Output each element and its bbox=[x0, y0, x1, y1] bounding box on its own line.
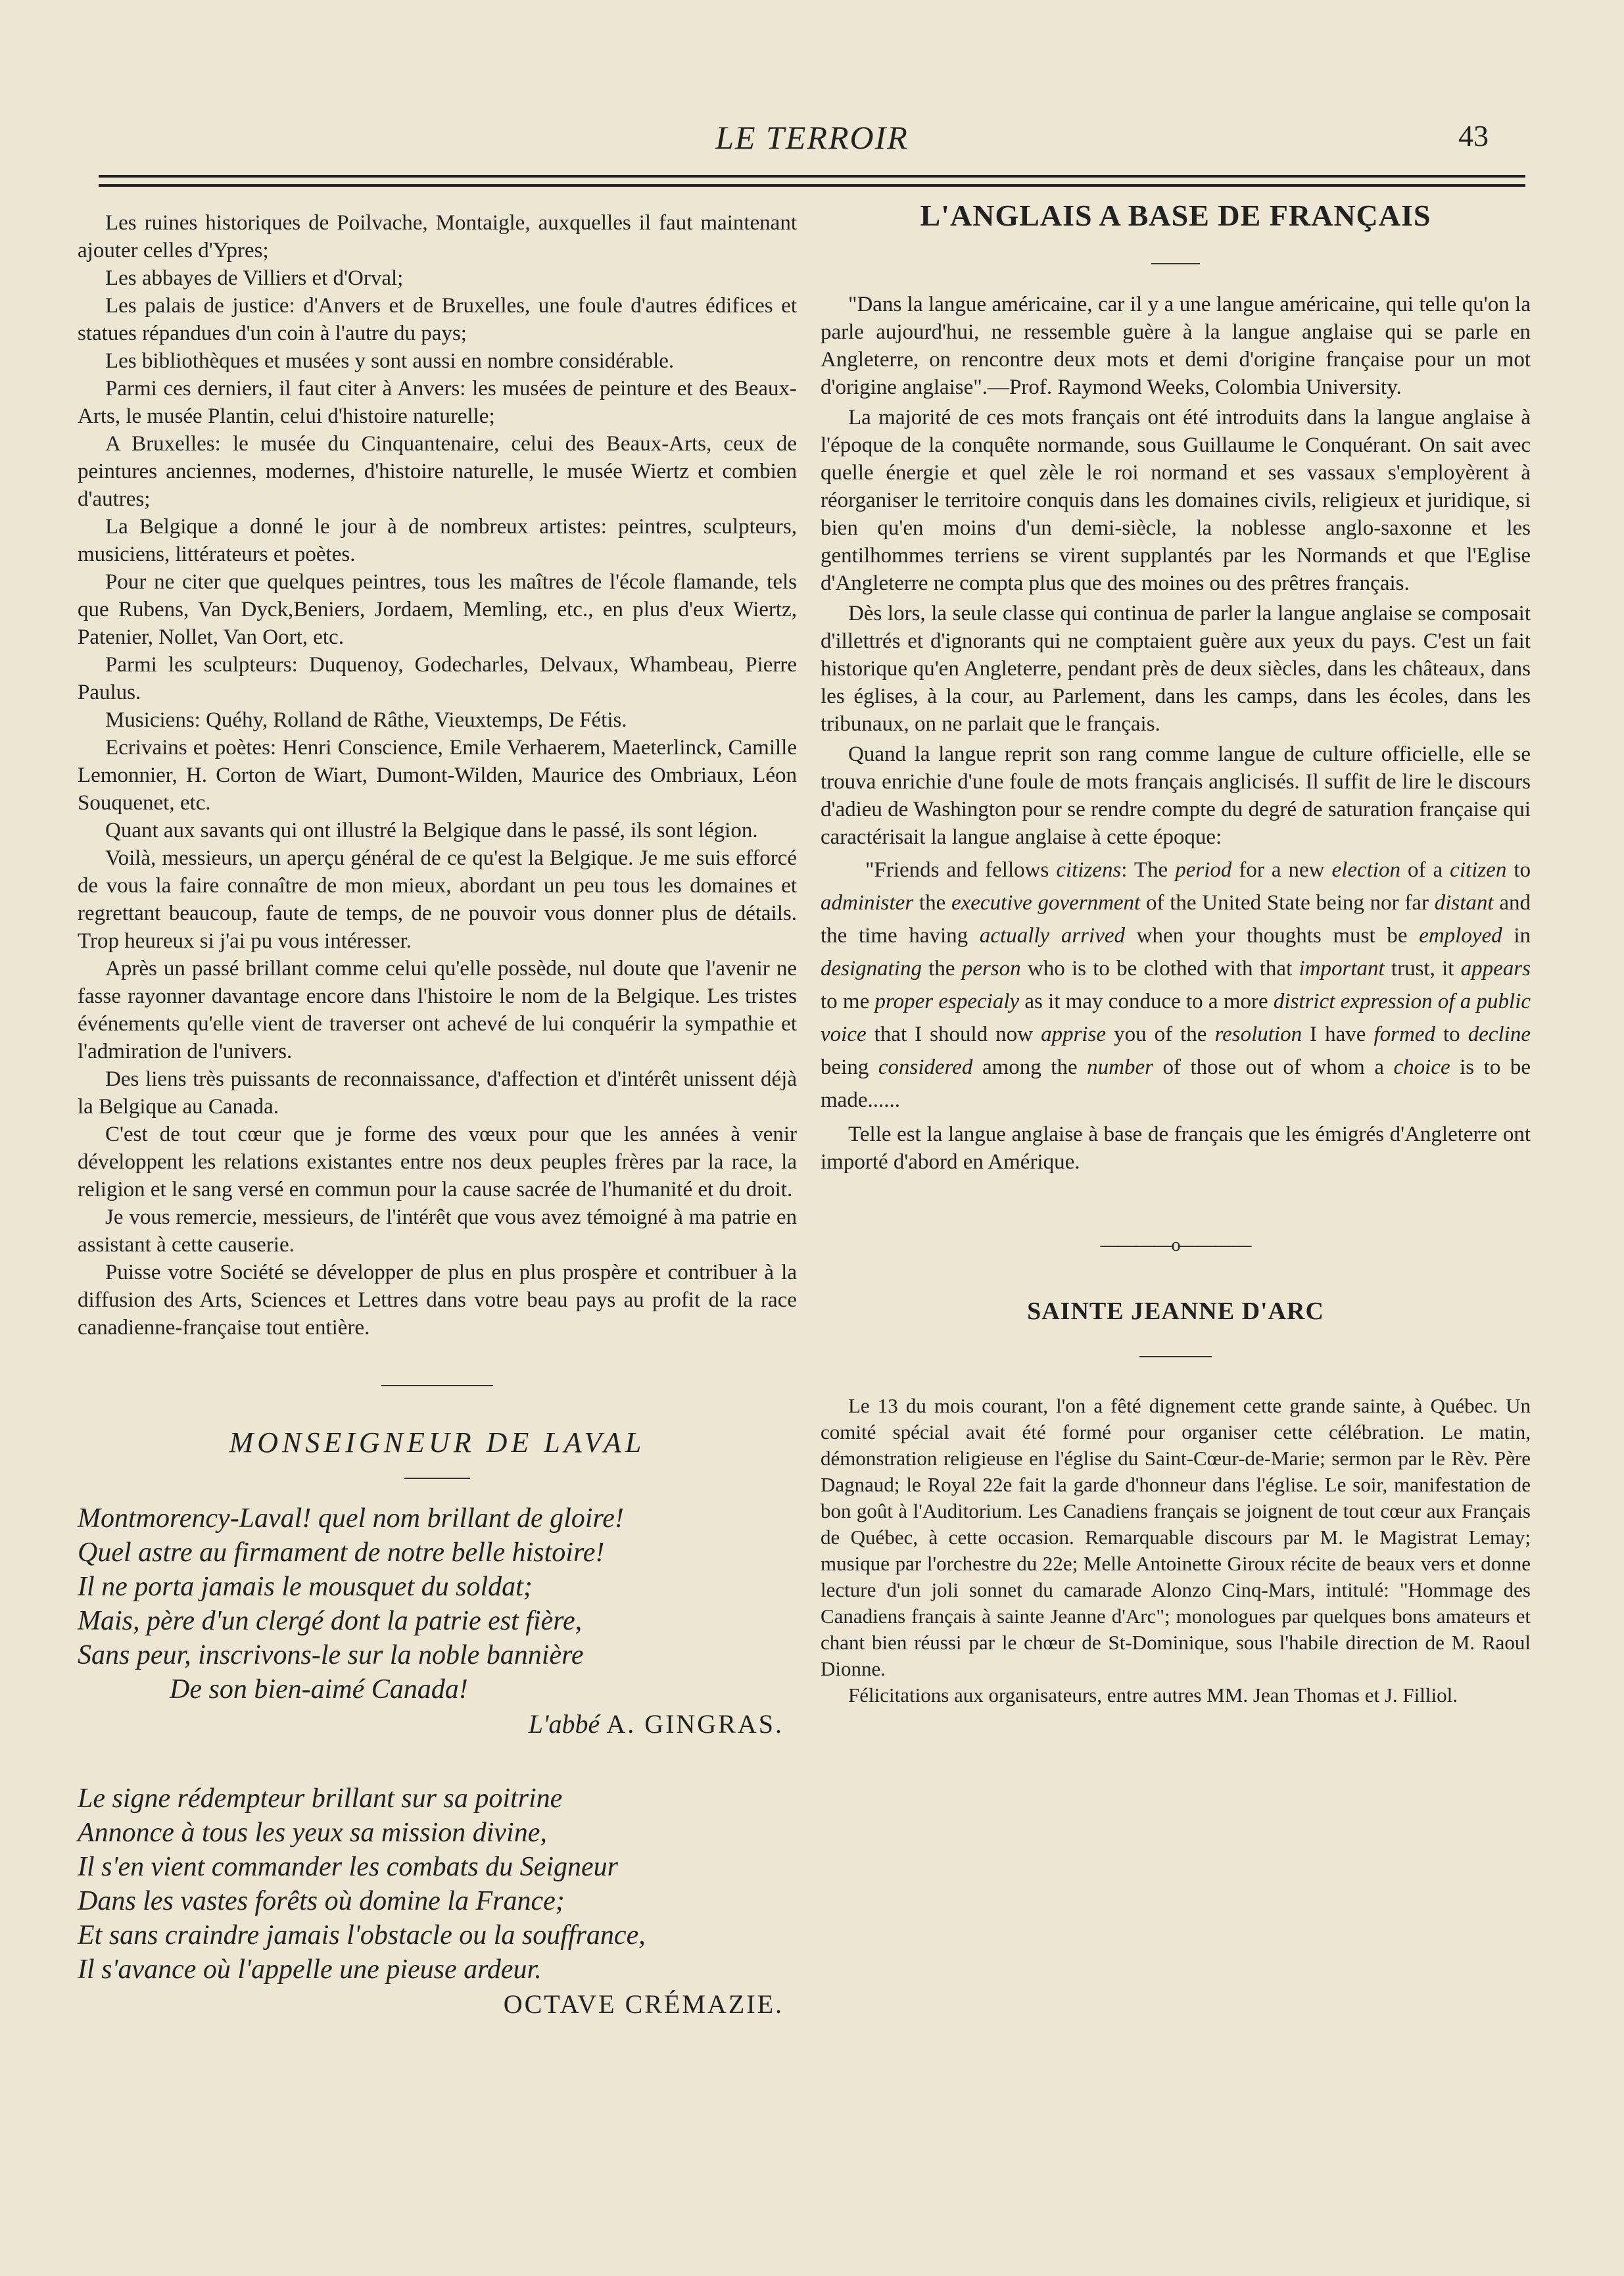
washington-quote bbox=[821, 854, 1531, 1117]
quote-text: the bbox=[913, 891, 951, 915]
paragraph: Telle est la langue anglaise à base de français que les émigrés d'Angleterre ont importé d'abord en Amérique. bbox=[821, 1123, 1531, 1174]
paragraph: C'est de tout cœur que je forme des vœux pour que les années à venir développent les relations existantes entre nos deux peuples frères par la race, la religion et le sang versé en commun pour la cause sacrée de l'humanité et du droit. bbox=[78, 1123, 797, 1201]
paragraph: Les palais de justice: d'Anvers et de Bruxelles, une foule d'autres édifices et statues répandues d'un coin à l'autre du pays; bbox=[78, 294, 797, 345]
author-name: A. GINGRAS. bbox=[606, 1709, 784, 1739]
paragraph: Après un passé brillant comme celui qu'elle possède, nul doute que l'avenir ne fasse rayonner davantage encore dans l'histoire le nom de la Belgique. Les tristes événements qu'elle vient de traverser ont achevé de lui conquérir la sympathie et l'admiration de l'univers. bbox=[78, 957, 797, 1063]
quote-text: who is to be clothed with that bbox=[1020, 957, 1299, 981]
poem-line: Quel astre au firmament de notre belle histoire! bbox=[78, 1538, 605, 1568]
left-column bbox=[78, 209, 797, 2022]
quote-italic: person bbox=[961, 957, 1021, 981]
quote-text: among the bbox=[972, 1055, 1087, 1079]
poem-stanza-1 bbox=[78, 1501, 797, 1707]
author-name: OCTAVE CRÉMAZIE. bbox=[503, 1989, 784, 2019]
quote-italic: formed bbox=[1373, 1023, 1435, 1046]
paragraph: Ecrivains et poètes: Henri Conscience, Emile Verhaerem, Maeterlinck, Camille Lemonnier, H. Corton de Wiart, Dumont-Wilden, Maurice des Ombriaux, Léon Souquenet, etc. bbox=[78, 736, 797, 815]
quote-text: being bbox=[821, 1055, 878, 1079]
quote-italic: executive government bbox=[951, 891, 1141, 915]
quote-italic: election bbox=[1331, 858, 1400, 882]
quote-italic: period bbox=[1175, 858, 1232, 882]
poem-line: Le signe rédempteur brillant sur sa poitrine bbox=[78, 1783, 563, 1814]
quote-italic: apprise bbox=[1041, 1023, 1107, 1046]
running-title: LE TERROIR bbox=[715, 119, 909, 156]
belgium-text bbox=[78, 209, 797, 1342]
section-separator: ————o———— bbox=[1100, 1235, 1251, 1255]
poem-line: Annonce à tous les yeux sa mission divine, bbox=[78, 1818, 547, 1848]
paragraph: La majorité de ces mots français ont été introduits dans la langue anglaise à l'époque de la conquête normande, sous Guillaume le Conquérant. On sait avec quelle énergie et quel zèle le roi normand et ses vassaux s'employèrent à réorganiser le territoire conquis dans les domaines civils, religieux et juridique, si bien qu'en moins d'un demi-siècle, la noblesse anglo-saxonne et les gentilhommes terriens se virent supplantés par les Normands et que l'Eglise d'Angleterre ne compta plus que des moines ou des prêtres français. bbox=[821, 406, 1531, 595]
quote-italic: important bbox=[1299, 957, 1385, 981]
poem-line: Mais, père d'un clergé dont la patrie est fière, bbox=[78, 1606, 583, 1636]
quote-italic: considered bbox=[878, 1055, 973, 1079]
poem-author bbox=[78, 1987, 797, 2022]
title-rule bbox=[404, 1478, 470, 1479]
quote-italic: choice bbox=[1393, 1055, 1450, 1079]
article-title: L'ANGLAIS A BASE DE FRANÇAIS bbox=[920, 199, 1431, 232]
poem-author bbox=[78, 1707, 797, 1742]
poem-line: Sans peur, inscrivons-le sur la noble bannière bbox=[78, 1640, 584, 1670]
quote-text: trust, it bbox=[1384, 957, 1461, 981]
jeanne-darc-article bbox=[821, 1393, 1531, 1708]
paragraph: Les abbayes de Villiers et d'Orval; bbox=[105, 266, 404, 290]
article-title: SAINTE JEANNE D'ARC bbox=[1027, 1297, 1324, 1325]
title-rule bbox=[1151, 263, 1200, 264]
quote-text: to bbox=[1435, 1023, 1468, 1046]
poem-line: Il s'en vient commander les combats du Seigneur bbox=[78, 1852, 618, 1882]
paragraph: A Bruxelles: le musée du Cinquantenaire, celui des Beaux-Arts, ceux de peintures anciennes, modernes, d'histoire naturelle, le musée Wiertz et combien d'autres; bbox=[78, 432, 797, 511]
quote-text: : The bbox=[1121, 858, 1176, 882]
paragraph: Les bibliothèques et musées y sont aussi en nombre considérable. bbox=[105, 349, 675, 373]
paragraph: Des liens très puissants de reconnaissance, d'affection et d'intérêt unissent déjà la Belgique au Canada. bbox=[78, 1067, 797, 1119]
paragraph: Musiciens: Quéhy, Rolland de Râthe, Vieuxtemps, De Fétis. bbox=[105, 708, 627, 732]
quote-italic: actually arrived bbox=[979, 924, 1126, 948]
quote-text: you of the bbox=[1106, 1023, 1215, 1046]
paragraph: Pour ne citer que quelques peintres, tous les maîtres de l'école flamande, tels que Rubens, Van Dyck,Beniers, Jordaem, Memling, etc., en plus d'eux Wiertz, Patenier, Nollet, Van Oort, etc. bbox=[78, 570, 797, 649]
paragraph: "Dans la langue américaine, car il y a une langue américaine, qui telle qu'on la parle aujourd'hui, ne ressemble guère à la langue anglaise qui se parle en Angleterre, on rencontre deux mots et demi d'origine française pour un mot d'origine anglaise".—Prof. Raymond Weeks, Colombia University. bbox=[821, 293, 1531, 399]
poem-stanza-2 bbox=[78, 1781, 797, 1987]
quote-italic: administer bbox=[821, 891, 914, 915]
poem-line: De son bien-aimé Canada! bbox=[170, 1674, 468, 1705]
author-role: L'abbé bbox=[528, 1709, 600, 1739]
paragraph: Le 13 du mois courant, l'on a fêté dignement cette grande sainte, à Québec. Un comité spécial avait été formé pour organiser cette célébration. Le matin, démonstration religieuse en l'église du Saint-Cœur-de-Marie; sermon par le Rèv. Père Dagnaud; le Royal 22e fait la garde d'honneur dans l'église. Le soir, manifestation de bon goût à l'Auditorium. Les Canadiens français se joignent de tout cœur aux Français de Québec, à cette occasion. Remarquable discours par M. le Magistrat Lemay; musique par l'orchestre du 22e; Melle Antoinette Giroux récite de beaux vers et donne lecture d'un joli sonnet du camarade Alonzo Cinq-Mars, intitulé: "Hommage des Canadiens français à sainte Jeanne d'Arc"; monologues par quelques bons amateurs et chant bien réussi par le chœur de St-Dominique, sous l'habile direction de M. Raoul Dionne. bbox=[821, 1394, 1531, 1680]
quote-italic: citizens bbox=[1056, 858, 1122, 882]
quote-italic: designating bbox=[821, 957, 922, 981]
quote-text: I have bbox=[1302, 1023, 1374, 1046]
quote-text: of a bbox=[1400, 858, 1450, 882]
paragraph: Félicitations aux organisateurs, entre autres MM. Jean Thomas et J. Filliol. bbox=[848, 1683, 1458, 1707]
quote-text: "Friends and fellows bbox=[865, 858, 1057, 882]
quote-text: of those out of whom a bbox=[1153, 1055, 1394, 1079]
quote-text: as it may conduce to a more bbox=[1019, 990, 1274, 1013]
paragraph: Parmi les sculpteurs: Duquenoy, Godecharles, Delvaux, Whambeau, Pierre Paulus. bbox=[78, 653, 797, 704]
quote-text: in bbox=[1502, 924, 1531, 948]
paragraph: Puisse votre Société se développer de plus en plus prospère et contribuer à la diffusion des Arts, Sciences et Lettres dans votre beau pays au profit de la race canadienne-française tout entière. bbox=[78, 1261, 797, 1340]
paragraph: Je vous remercie, messieurs, de l'intérêt que vous avez témoigné à ma patrie en assistant à cette causerie. bbox=[78, 1205, 797, 1257]
quote-text: for a new bbox=[1231, 858, 1332, 882]
paragraph: Les ruines historiques de Poilvache, Montaigle, auxquelles il faut maintenant ajouter celles d'Ypres; bbox=[78, 211, 797, 262]
quote-italic: district expression of a public voice bbox=[821, 990, 1531, 1046]
quote-text: the bbox=[922, 957, 962, 981]
quote-text: when your thoughts must be bbox=[1125, 924, 1420, 948]
quote-italic: distant bbox=[1434, 891, 1494, 915]
poem-line: Il s'avance où l'appelle une pieuse ardeur. bbox=[78, 1954, 542, 1985]
poem-line: Il ne porta jamais le mousquet du soldat; bbox=[78, 1572, 533, 1602]
header-rule bbox=[99, 175, 1525, 187]
quote-text: of the United State being nor far bbox=[1140, 891, 1435, 915]
paragraph: Dès lors, la seule classe qui continua de parler la langue anglaise se composait d'illettrés et d'ignorants qui ne comptaient guère aux yeux du pays. C'est un fait historique qu'en Angleterre, pendant près de deux siècles, dans les châteaux, dans les églises, à la cour, au Parlement, dans les camps, dans les écoles, dans les tribunaux, on ne parlait que le français. bbox=[821, 602, 1531, 736]
right-column bbox=[821, 197, 1531, 1708]
section-divider bbox=[381, 1385, 493, 1386]
quote-text: to me bbox=[821, 990, 875, 1013]
quote-italic: number bbox=[1087, 1055, 1153, 1079]
quote-italic: decline bbox=[1468, 1023, 1531, 1046]
poem-line: Et sans craindre jamais l'obstacle ou la souffrance, bbox=[78, 1920, 646, 1950]
quote-italic: employed bbox=[1419, 924, 1502, 948]
paragraph: Quand la langue reprit son rang comme langue de culture officielle, elle se trouva enrichie d'une foule de mots français anglicisés. Il suffit de lire le discours d'adieu de Washington pour se rendre compte du degré de saturation française qui caractérisait la langue anglaise à cette époque: bbox=[821, 742, 1531, 849]
paragraph: La Belgique a donné le jour à de nombreux artistes: peintres, sculpteurs, musiciens, littérateurs et poètes. bbox=[78, 515, 797, 566]
quote-text: to bbox=[1506, 858, 1531, 882]
poem-title: MONSEIGNEUR DE LAVAL bbox=[229, 1426, 646, 1459]
quote-italic: resolution bbox=[1214, 1023, 1302, 1046]
poem-line: Montmorency-Laval! quel nom brillant de gloire! bbox=[78, 1503, 624, 1534]
quote-italic: proper especialy bbox=[874, 990, 1020, 1013]
title-rule bbox=[1139, 1356, 1212, 1357]
quote-text: is to be made...... bbox=[821, 1055, 1531, 1112]
quote-italic: appears bbox=[1460, 957, 1531, 981]
paragraph: Parmi ces derniers, il faut citer à Anvers: les musées de peinture et des Beaux-Arts, le musée Plantin, celui d'histoire naturelle; bbox=[78, 377, 797, 428]
poem-line: Dans les vastes forêts où domine la France; bbox=[78, 1886, 565, 1916]
quote-text: and the time having bbox=[821, 891, 1531, 948]
page-number: 43 bbox=[1458, 119, 1489, 153]
quote-text: that I should now bbox=[866, 1023, 1041, 1046]
quote-italic: citizen bbox=[1450, 858, 1507, 882]
paragraph: Quant aux savants qui ont illustré la Belgique dans le passé, ils sont légion. bbox=[105, 819, 758, 842]
paragraph: Voilà, messieurs, un aperçu général de ce qu'est la Belgique. Je me suis efforcé de vous la faire connaître de mon mieux, abordant un peu tous les domaines et regrettant beaucoup, faute de temps, de ne pouvoir vous donner plus de détails. Trop heureux si j'ai pu vous intéresser. bbox=[78, 846, 797, 953]
